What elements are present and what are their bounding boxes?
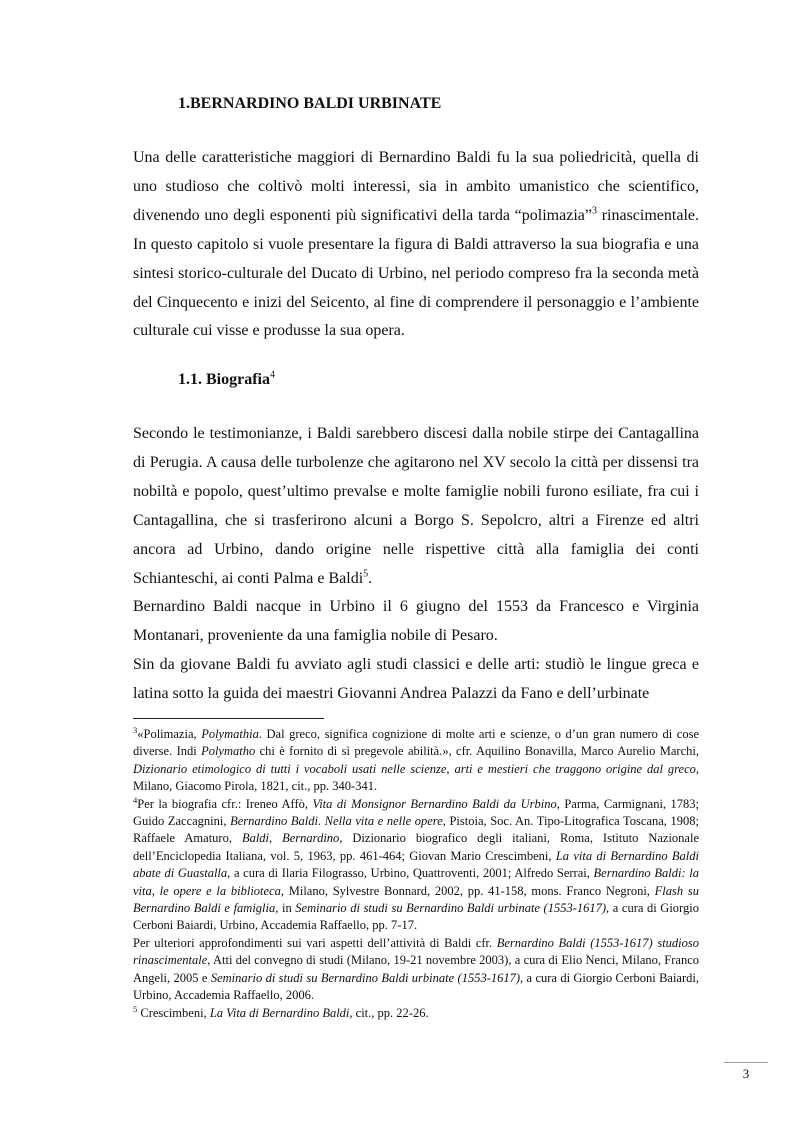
footnote-separator xyxy=(133,718,324,719)
footnote-ref-4[interactable]: 4 xyxy=(270,369,275,381)
section-heading: 1.1. Biografia$^4$ xyxy=(178,369,275,388)
chapter-intro-paragraph xyxy=(133,144,699,346)
footnote-5: $^5$ Crescimbeni, La Vita di Bernardino Baldi, cit., pp. 22-26. xyxy=(133,1003,429,1020)
footnote-4: $^4$Per la biografia cfr.: Ireneo Affò, Vita di Monsignor Bernardino Baldi da Urbino, Parma, Carmignani, 1783; Guido Zaccagnini, Bernardino Baldi. Nella vita e nelle opere, Pistoia, Soc. An. Tipo-Litografica Toscana, 1908; Raffaele Amaturo, Baldi, Bernardino, Dizionario biografico degli italiani, Roma, Istituto Nazionale dell’Enciclopedia Italiana, vol. 5, 1963, pp. 461-464; Giovan Mario Crescimbeni, La vita di Bernardino Baldi abate di Guastalla, a cura di Ilaria Filograsso, Urbino, Quattroventi, 2001; Alfredo Serrai, Bernardino Baldi: la vita, le opere e la biblioteca, Milano, Sylvestre Bonnard, 2002, pp. 41-158, mons. Franco Negroni, Flash su Bernardino Baldi e famiglia, in Seminario di studi su Bernardino Baldi urbinate (1553-1617), a cura di Giorgio Cerboni Baiardi, Urbino, Accademia Raffaello, pp. 7-17. xyxy=(133,794,699,933)
biography-text xyxy=(133,420,699,709)
footnote-3: $^3$«Polimazia, Polymathia. Dal greco, significa cognizione di molte arti e scienze, o d’un gran numero di cose diverse. Indi Polymatho chi è fornito di sì pregevole abilità.», cfr. Aquilino Bonavilla, Marco Aurelio Marchi, Dizionario etimologico di tutti i vocaboli usati nelle scienze, arti e mestieri che traggono origine dal greco, Milano, Giacomo Pirola, 1821, cit., pp. 340-341. xyxy=(133,724,699,794)
biography-paragraph-3: Sin da giovane Baldi fu avviato agli studi classici e delle arti: studiò le lingue greca e latina sotto la guida dei maestri Giovanni Andrea Palazzi da Fano e dell’urbinate xyxy=(133,656,699,703)
biography-paragraph-2: Bernardino Baldi nacque in Urbino il 6 giugno del 1553 da Francesco e Virginia Montanari, proveniente da una famiglia nobile di Pesaro. xyxy=(133,598,699,645)
footnote-number: 3 xyxy=(133,724,138,735)
footnote-number: 5 xyxy=(133,1003,138,1014)
intro-paragraph-text: Una delle caratteristiche maggiori di Bernardino Baldi fu la sua poliedricità, quella di uno studioso che coltivò molti interessi, sia in ambito umanistico che scientifico, divenendo uno degli esponenti più significativi della tarda “polimazia”$^3$ rinascimentale. In questo capitolo si vuole presentare la figura di Baldi attraverso la sua biografia e una sintesi storico-culturale del Ducato di Urbino, nel periodo compreso fra la seconda metà del Cinquecento e inizi del Seicento, al fine di comprendere il personaggio e l’ambiente culturale cui visse e produsse la sua opera. xyxy=(133,149,699,340)
biography-paragraph-1: Secondo le testimonianze, i Baldi sarebbero discesi dalla nobile stirpe dei Cantagallina di Perugia. A causa delle turbolenze che agitarono nel XV secolo la città per dissensi tra nobiltà e popolo, quest’ultimo prevalse e molte famiglie nobili furono esiliate, fra cui i Cantagallina, che si trasferirono alcuni a Borgo S. Sepolcro, altri a Firenze ed altri ancora ad Urbino, dando origine nelle rispettive città alla famiglia dei conti Schianteschi, ai conti Palma e Baldi$^5$. xyxy=(133,425,699,587)
page-number-rule xyxy=(724,1062,768,1063)
footnotes xyxy=(133,726,699,1022)
footnote-ref-5[interactable]: 5 xyxy=(363,568,369,580)
footnote-ref-3[interactable]: 3 xyxy=(591,205,597,217)
page-number: 3 xyxy=(742,1066,750,1081)
chapter-heading: 1.BERNARDINO BALDI URBINATE xyxy=(178,95,442,112)
footnote-4-continuation: Per ulteriori approfondimenti sui vari aspetti dell’attività di Baldi cfr. Bernardino Baldi (1553-1617) studioso rinascimentale, Atti del convegno di studi (Milano, 19-21 novembre 2003), a cura di Elio Nenci, Milano, Franco Angeli, 2005 e Seminario di studi su Bernardino Baldi urbinate (1553-1617), a cura di Giorgio Cerboni Baiardi, Urbino, Accademia Raffaello, 2006. xyxy=(133,935,700,1003)
footnote-number: 4 xyxy=(133,794,138,805)
